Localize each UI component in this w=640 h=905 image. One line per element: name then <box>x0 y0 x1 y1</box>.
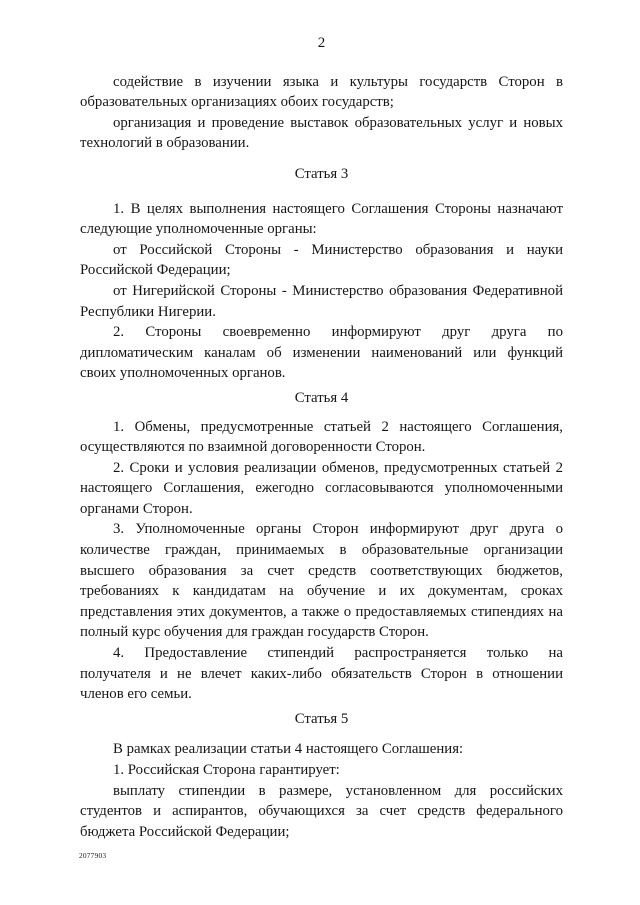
text-line: Республики Нигерии. <box>80 303 216 320</box>
text-line: полный курс обучения для граждан государств Сторон. <box>80 624 429 641</box>
article-heading: Статья 5 <box>294 710 349 727</box>
paragraph <box>80 240 563 281</box>
text-line: требованиях к кандидатам на обучение и их документам, сроках <box>80 583 563 600</box>
article-heading: Статья 4 <box>294 389 349 406</box>
page-number: 2 <box>317 35 326 51</box>
text-line: от Российской Стороны - Министерство образования и науки <box>113 241 563 258</box>
text-line: студентов и аспирантов, обучающихся за счет средств федерального <box>80 803 563 820</box>
registry-code: 2077903 <box>79 851 107 860</box>
text-line: бюджета Российской Федерации; <box>80 823 290 840</box>
text-line: В рамках реализации статьи 4 настоящего Соглашения: <box>113 741 464 758</box>
text-line: 2. Сроки и условия реализации обменов, предусмотренных статьей 2 <box>113 459 563 476</box>
paragraph <box>80 113 563 154</box>
paragraph <box>80 417 563 458</box>
text-line: содействие в изучении языка и культуры государств Сторон в <box>113 73 563 90</box>
paragraph <box>80 72 563 113</box>
text-line: 1. Обмены, предусмотренные статьей 2 настоящего Соглашения, <box>113 418 563 435</box>
text-line: от Нигерийской Стороны - Министерство образования Федеративной <box>113 282 563 299</box>
paragraph <box>80 643 563 705</box>
text-line: образовательных организациях обоих государств; <box>80 94 394 111</box>
text-line: 3. Уполномоченные органы Сторон информируют друг друга о <box>113 521 563 538</box>
paragraph <box>80 199 563 240</box>
paragraph <box>80 281 563 322</box>
text-line: органами Сторон. <box>80 500 193 517</box>
document-body <box>80 0 563 842</box>
text-line: представления этих документов, а также о предоставляемых стипендиях на <box>80 603 563 620</box>
text-line: дипломатическим каналам об изменении наименований или функций <box>80 344 563 361</box>
paragraph <box>80 322 563 384</box>
paragraph <box>80 739 563 760</box>
text-line: технологий в образовании. <box>80 135 250 152</box>
text-line: 2. Стороны своевременно информируют друг друга по <box>113 324 563 341</box>
text-line: организация и проведение выставок образовательных услуг и новых <box>113 114 563 131</box>
text-line: выплату стипендии в размере, установленном для российских <box>113 782 563 799</box>
text-line: своих уполномоченных органов. <box>80 365 286 382</box>
paragraph <box>80 760 563 781</box>
text-line: членов его семьи. <box>80 686 192 703</box>
text-line: настоящего Соглашения, ежегодно согласовываются уполномоченными <box>80 480 563 497</box>
document-blocks <box>80 72 563 843</box>
text-line: количестве граждан, принимаемых в образовательные организации <box>80 542 563 559</box>
text-line: Российской Федерации; <box>80 262 231 279</box>
paragraph <box>80 458 563 520</box>
text-line: осуществляются по взаимной договоренности Сторон. <box>80 439 426 456</box>
article-heading: Статья 3 <box>294 165 349 182</box>
text-line: следующие уполномоченные органы: <box>80 221 317 238</box>
text-line: получателя и не влечет каких-либо обязательств Сторон в отношении <box>80 665 563 682</box>
text-line: 4. Предоставление стипендий распространяется только на <box>113 645 563 662</box>
text-line: 1. В целях выполнения настоящего Соглашения Стороны назначают <box>113 200 563 217</box>
paragraph <box>80 519 563 643</box>
text-line: высшего образования за счет средств соответствующих бюджетов, <box>80 562 563 579</box>
text-line: 1. Российская Сторона гарантирует: <box>113 762 340 778</box>
paragraph <box>80 781 563 843</box>
